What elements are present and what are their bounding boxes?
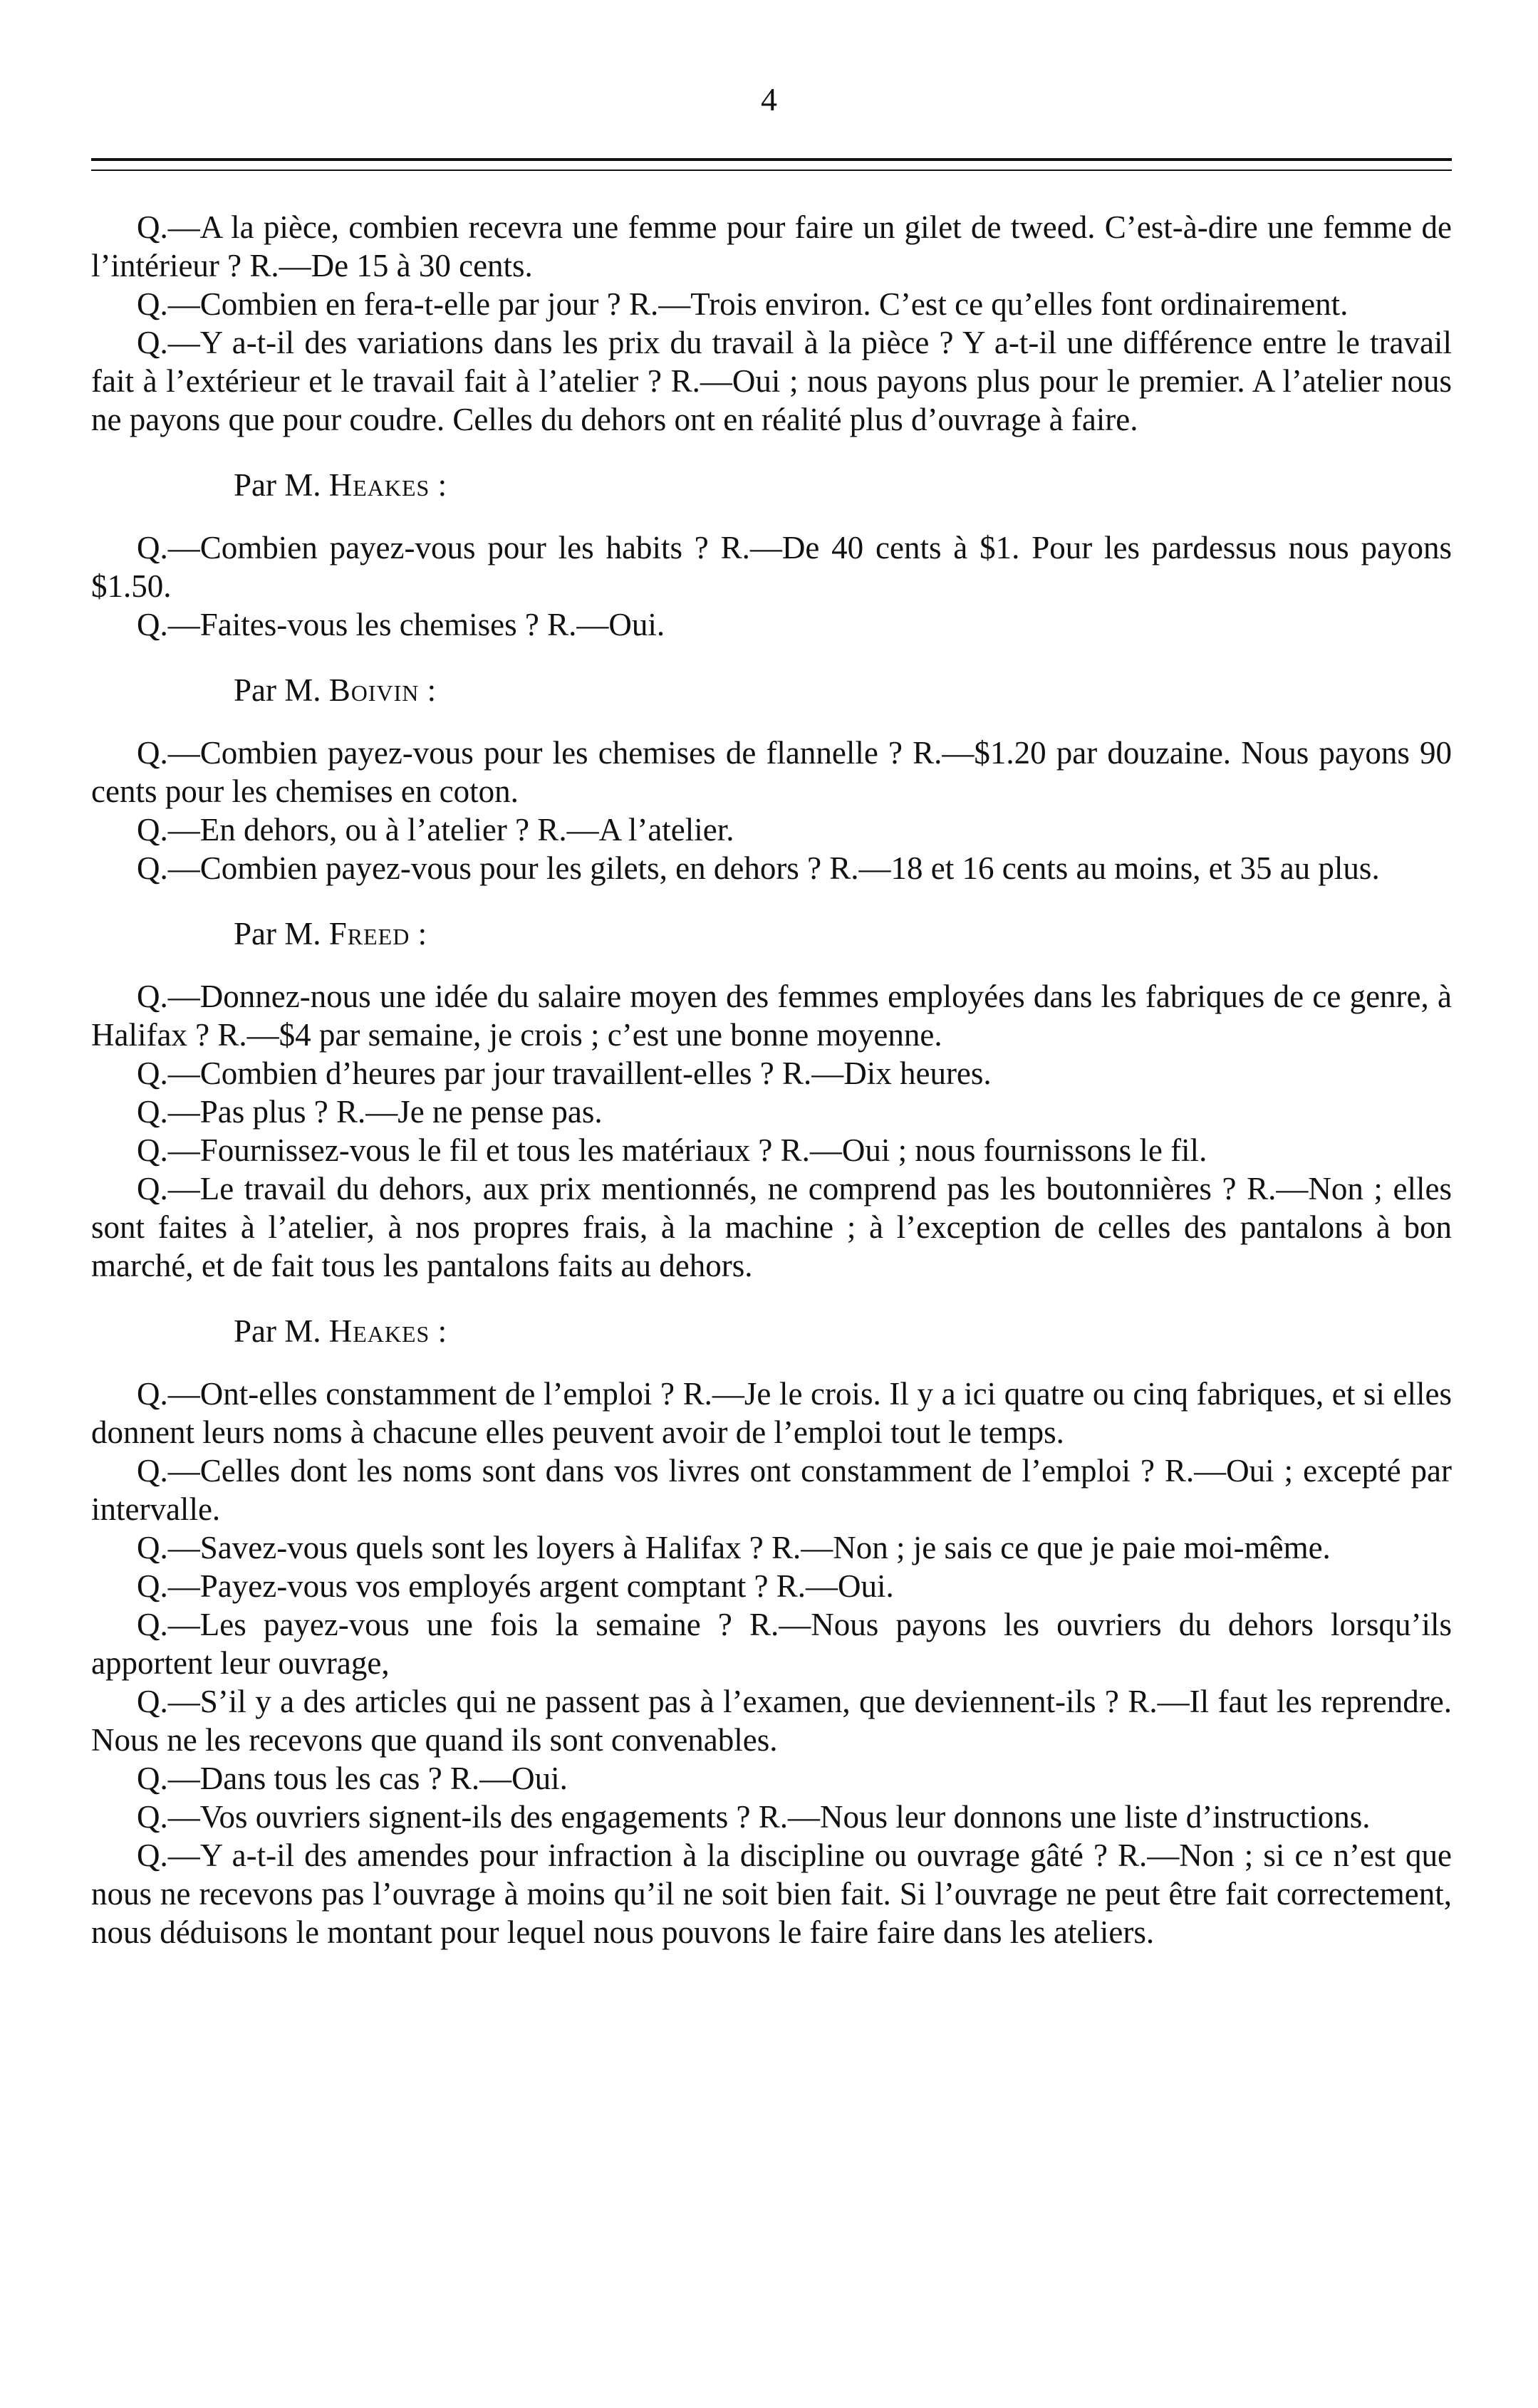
speaker-name: Heakes: [328, 467, 430, 503]
testimony-paragraph: Q.—En dehors, ou à l’atelier ? R.—A l’atelier.: [137, 812, 734, 848]
testimony-paragraph: Q.—Fournissez-vous le fil et tous les matériaux ? R.—Oui ; nous fournissons le fil.: [137, 1132, 1207, 1168]
header-rule-thick: [91, 158, 1452, 161]
testimony-paragraph: Q.—Ont-elles constamment de l’emploi ? R.—Je le crois. Il y a ici quatre ou cinq fabriques, et si elles donnent leurs noms à chacune elles peuvent avoir de l’emploi tout le temps.: [91, 1376, 1452, 1450]
testimony-paragraph: Q.—Savez-vous quels sont les loyers à Halifax ? R.—Non ; je sais ce que je paie moi-même.: [137, 1530, 1331, 1565]
testimony-paragraph: Q.—Y a-t-il des amendes pour infraction à la discipline ou ouvrage gâté ? R.—Non ; si ce n’est que nous ne recevons pas l’ouvrage à moins qu’il ne soit bien fait. Si l’ouvrage ne peut être fait correctement, nous déduisons le montant pour lequel nous pouvons le faire faire dans les ateliers.: [91, 1838, 1452, 1950]
speaker-prefix: Par M.: [234, 672, 329, 708]
speaker-heading: [91, 914, 1452, 953]
testimony-paragraph: Q.—Combien payez-vous pour les gilets, en dehors ? R.—18 et 16 cents au moins, et 35 au plus.: [137, 850, 1380, 886]
speaker-suffix: :: [410, 916, 427, 952]
testimony-paragraph: Q.—A la pièce, combien recevra une femme pour faire un gilet de tweed. C’est-à-dire une femme de l’intérieur ? R.—De 15 à 30 cents.: [91, 209, 1452, 283]
testimony-paragraph: Q.—Combien payez-vous pour les habits ? R.—De 40 cents à $1. Pour les pardessus nous payons $1.50.: [91, 530, 1452, 604]
speaker-suffix: :: [430, 467, 447, 503]
speaker-prefix: Par M.: [234, 916, 329, 952]
header-rule-thin: [91, 170, 1452, 171]
testimony-paragraph: Q.—Vos ouvriers signent-ils des engagements ? R.—Nous leur donnons une liste d’instructions.: [137, 1799, 1371, 1835]
speaker-name: Heakes: [328, 1313, 430, 1349]
page-number: 4: [761, 81, 777, 118]
testimony-paragraph: Q.—Faites-vous les chemises ? R.—Oui.: [137, 607, 665, 642]
speaker-name: Freed: [328, 916, 410, 952]
testimony-paragraph: Q.—S’il y a des articles qui ne passent pas à l’examen, que deviennent-ils ? R.—Il faut les reprendre. Nous ne les recevons que quand ils sont convenables.: [91, 1684, 1452, 1758]
speaker-heading: [91, 671, 1452, 709]
testimony-paragraph: Q.—Pas plus ? R.—Je ne pense pas.: [137, 1094, 603, 1130]
testimony-paragraph: Q.—Payez-vous vos employés argent comptant ? R.—Oui.: [137, 1568, 894, 1604]
speaker-prefix: Par M.: [234, 467, 329, 503]
testimony-paragraph: Q.—Y a-t-il des variations dans les prix du travail à la pièce ? Y a-t-il une différence entre le travail fait à l’extérieur et le travail fait à l’atelier ? R.—Oui ; nous payons plus pour le premier. A l’atelier nous ne payons que pour coudre. Celles du dehors ont en réalité plus d’ouvrage à faire.: [91, 325, 1452, 437]
testimony-paragraph: Q.—Celles dont les noms sont dans vos livres ont constamment de l’emploi ? R.—Oui ; excepté par intervalle.: [91, 1453, 1452, 1527]
testimony-paragraph: Q.—Combien d’heures par jour travaillent-elles ? R.—Dix heures.: [137, 1056, 992, 1091]
testimony-paragraph: Q.—Le travail du dehors, aux prix mentionnés, ne comprend pas les boutonnières ? R.—Non ; elles sont faites à l’atelier, à nos propres frais, à la machine ; à l’exception de celles des pantalons à bon marché, et de fait tous les pantalons faits au dehors.: [91, 1171, 1452, 1283]
speaker-prefix: Par M.: [234, 1313, 329, 1349]
speaker-suffix: :: [419, 672, 437, 708]
speaker-suffix: :: [430, 1313, 447, 1349]
speaker-name: Boivin: [328, 672, 420, 708]
testimony-paragraph: Q.—Les payez-vous une fois la semaine ? R.—Nous payons les ouvriers du dehors lorsqu’ils apportent leur ouvrage,: [91, 1607, 1452, 1681]
testimony-paragraph: Q.—Combien en fera-t-elle par jour ? R.—Trois environ. C’est ce qu’elles font ordinairement.: [137, 286, 1349, 322]
testimony-paragraph: Q.—Dans tous les cas ? R.—Oui.: [137, 1761, 568, 1796]
speaker-heading: [91, 466, 1452, 504]
testimony-paragraph: Q.—Donnez-nous une idée du salaire moyen des femmes employées dans les fabriques de ce genre, à Halifax ? R.—$4 par semaine, je crois ; c’est une bonne moyenne.: [91, 979, 1452, 1053]
testimony-body: [91, 208, 1452, 1951]
testimony-paragraph: Q.—Combien payez-vous pour les chemises de flannelle ? R.—$1.20 par douzaine. Nous payons 90 cents pour les chemises en coton.: [91, 735, 1452, 809]
speaker-heading: [91, 1312, 1452, 1350]
